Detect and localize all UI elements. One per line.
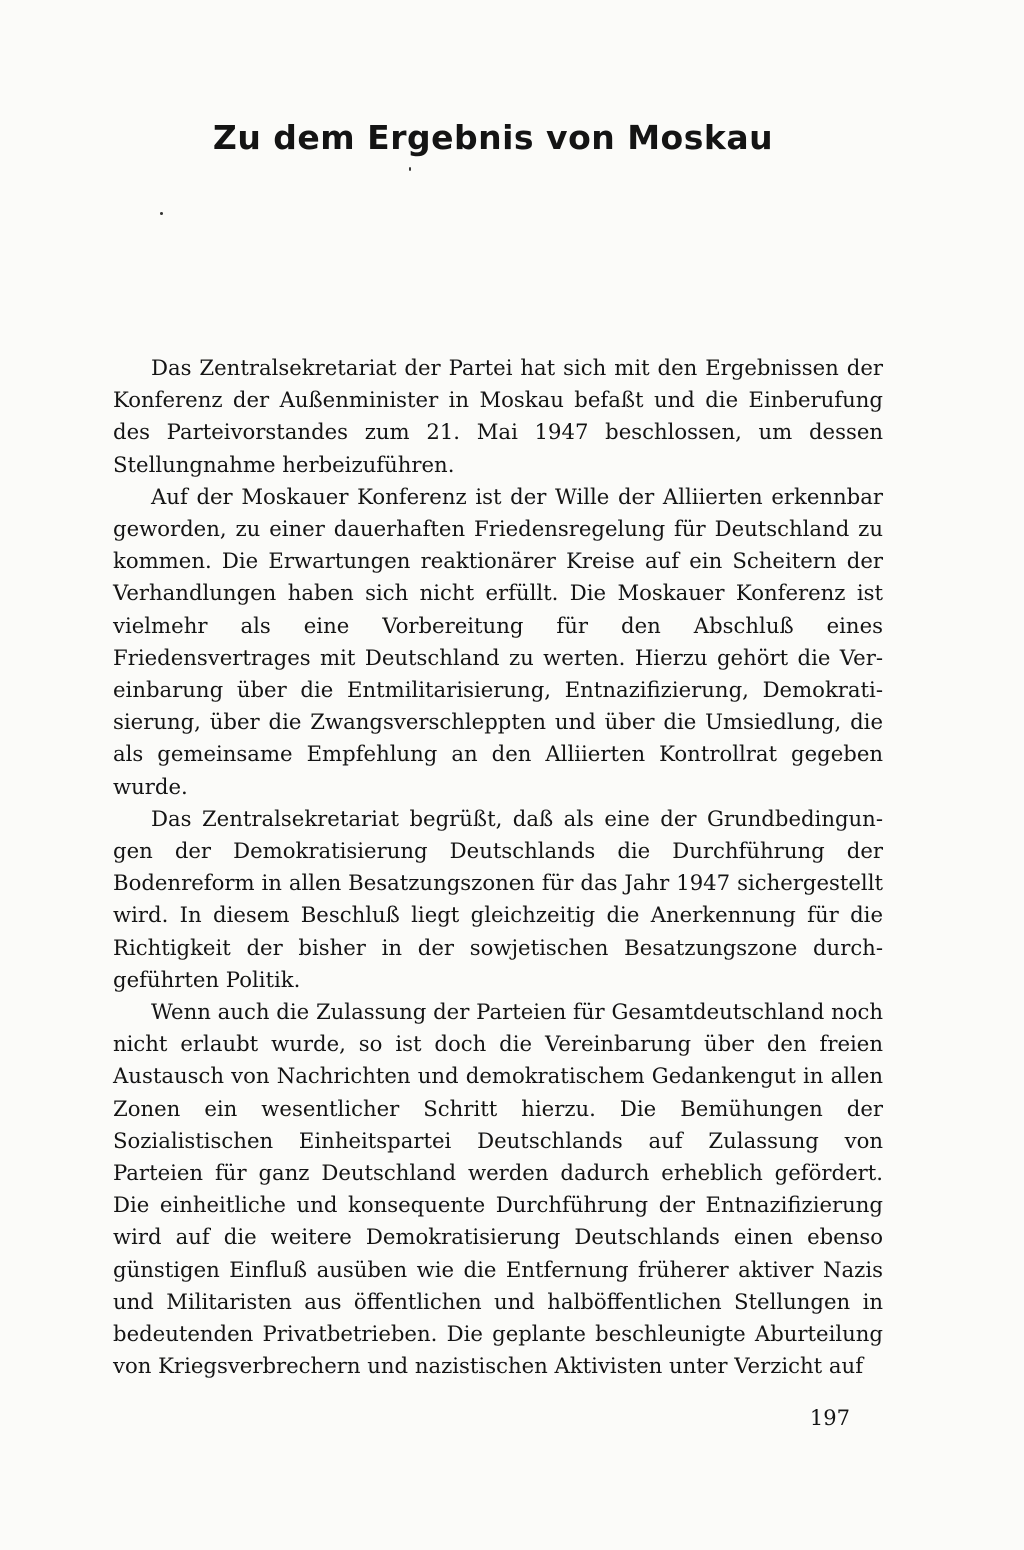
paragraph: Auf der Moskauer Konferenz ist der Wille der Alliierten erkennbar geworden, zu einer dauerhaften Friedensregelung für Deutschland zu kommen. Die Erwartungen reaktionärer Kreise auf ein Scheitern der Verhandlungen haben sich nicht erfüllt. Die Moskauer Konferenz ist vielmehr als eine Vorbereitung für den Abschluß eines Friedensvertrages mit Deutschland zu werten. Hierzu gehört die Vereinbarung über die Entmilitarisierung, Entnazifizierung, Demokratisierung, über die Zwangsverschleppten und über die Umsiedlung, die als gemeinsame Empfehlung an den Alliierten Kontrollrat gegeben wurde. bbox=[113, 483, 883, 799]
print-speck bbox=[409, 167, 411, 171]
paragraph: Wenn auch die Zulassung der Parteien für Gesamtdeutschland noch nicht erlaubt wurde, so ist doch die Vereinbarung über den freien Austausch von Nachrichten und demokratischem Gedankengut in allen Zonen ein wesentlicher Schritt hierzu. Die Bemühungen der Sozialistischen Einheitspartei Deutschlands auf Zulassung von Parteien für ganz Deutschland werden dadurch erheblich gefördert. Die einheitliche und konsequente Durchführung der Entnazifizierung wird auf die weitere Demokratisierung Deutschlands einen ebenso günstigen Einfluß ausüben wie die Entfernung früherer aktiver Nazis und Militaristen aus öffentlichen und halböffentlichen Stellungen in bedeutenden Privatbetrieben. Die geplante beschleunigte Aburteilung von Kriegsverbrechern und nazistischen Aktivisten unter Verzicht auf bbox=[113, 999, 883, 1379]
paragraph: Das Zentralsekretariat der Partei hat sich mit den Ergebnissen der Konferenz der Außenminister in Moskau befaßt und die Einberufung des Parteivorstandes zum 21. Mai 1947 beschlossen, um dessen Stellungnahme herbeizuführen. bbox=[113, 355, 883, 477]
paragraph: Das Zentralsekretariat begrüßt, daß als eine der Grundbedingungen der Demokratisierung Deutschlands die Durchführung der Bodenreform in allen Besatzungszonen für das Jahr 1947 sichergestellt wird. In diesem Beschluß liegt gleichzeitig die Anerkennung für die Richtigkeit der bisher in der sowjetischen Besatzungszone durchgeführten Politik. bbox=[113, 805, 883, 992]
page-title: Zu dem Ergebnis von Moskau bbox=[212, 118, 774, 157]
page-number: 197 bbox=[809, 1406, 850, 1430]
print-speck bbox=[160, 212, 163, 215]
body-text bbox=[113, 352, 883, 1383]
